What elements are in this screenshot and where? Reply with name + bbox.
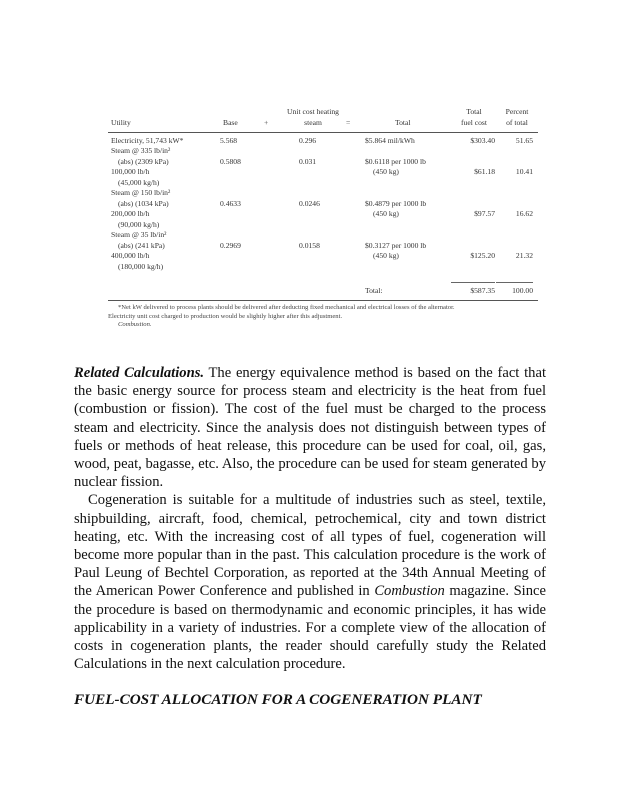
header-total: Total <box>395 118 411 127</box>
row4-base: 0.2969 <box>220 241 241 250</box>
header-fuel-line1: Total <box>466 107 482 116</box>
pct-sum-rule <box>496 282 533 283</box>
row3-utility-line4: (90,000 kg/h) <box>118 220 160 229</box>
row4-pct: 21.32 <box>515 251 533 260</box>
header-base: Base <box>223 118 238 127</box>
row1-base: 5.568 <box>220 136 238 145</box>
row4-utility-line1: Steam @ 35 lb/in² <box>111 230 167 239</box>
header-steam-line1: Unit cost heating <box>287 107 339 116</box>
fuel-sum-rule <box>451 282 495 283</box>
row2-utility-line1: Steam @ 335 lb/in² <box>111 146 171 155</box>
journal-name: Combustion <box>374 583 445 600</box>
row3-total-line2: (450 kg) <box>373 209 399 218</box>
table-rule-bottom <box>108 300 538 301</box>
row4-utility-line2: (abs) (241 kPa) <box>118 241 165 250</box>
row3-pct: 16.62 <box>515 209 533 218</box>
row2-total-line1: $0.6118 per 1000 lb <box>365 157 426 166</box>
row1-fuel: $303.40 <box>470 136 495 145</box>
paragraph-2-text-a: Cogeneration is suitable for a multitude of industries such as steel, textile, shipbuilding, aircraft, food, chemical, petrochemical, city and town district heating, etc. With the increasing cost of all types of fuel, cogeneration will become more popular than in the past. This calculation procedure is the work of Paul Leung of Bechtel Corporation, as reported at the 34th Annual Meeting of the American Power Conference and published in <box>74 492 546 600</box>
section-heading: FUEL-COST ALLOCATION FOR A COGENERATION PLANT <box>74 691 482 708</box>
row3-utility-line2: (abs) (1034 kPa) <box>118 199 169 208</box>
row1-utility: Electricity, 51,743 kW* <box>111 136 184 145</box>
header-fuel-line2: fuel cost <box>461 118 487 127</box>
total-pct: 100.00 <box>512 286 533 295</box>
header-equals: = <box>346 118 351 127</box>
row3-base: 0.4633 <box>220 199 241 208</box>
table-header <box>108 104 538 130</box>
header-pct-line2: of total <box>506 118 528 127</box>
row4-total-line2: (450 kg) <box>373 251 399 260</box>
runin-heading: Related Calculations. <box>74 365 205 381</box>
row3-fuel: $97.57 <box>474 209 495 218</box>
total-label: Total: <box>365 286 383 295</box>
table-footnote <box>108 304 538 330</box>
row2-total-line2: (450 kg) <box>373 167 399 176</box>
row3-steam: 0.0246 <box>299 199 320 208</box>
row4-utility-line3: 400,000 lb/h <box>111 251 150 260</box>
paragraph-2 <box>74 491 546 673</box>
footnote-line1: *Net kW delivered to process plants should be delivered after deducting fixed mechanical and electrical losses of the alternator. <box>118 304 455 311</box>
header-utility: Utility <box>111 118 131 127</box>
row2-base: 0.5808 <box>220 157 241 166</box>
row1-steam: 0.296 <box>299 136 317 145</box>
row2-steam: 0.031 <box>299 157 317 166</box>
row3-utility-line1: Steam @ 150 lb/in² <box>111 188 171 197</box>
paragraph-1-text: The energy equivalence method is based on the fact that the basic energy source for process steam and electricity is the heat from fuel (combustion or fission). The cost of the fuel must be charged to the process steam and electricity. Since the analysis does not distinguish between types of fuels or methods of heat release, this procedure can be used for coal, oil, gas, wood, peat, bagasse, etc. Also, the procedure can be used for steam generated by nuclear fission. <box>74 365 546 491</box>
row2-utility-line2: (abs) (2309 kPa) <box>118 157 169 166</box>
row2-utility-line4: (45,000 kg/h) <box>118 178 160 187</box>
row1-total: $5.864 mil/kWh <box>365 136 415 145</box>
header-plus: + <box>264 118 269 127</box>
header-pct-line1: Percent <box>505 107 529 116</box>
related-calculations-section <box>74 364 546 673</box>
row3-utility-line3: 200,000 lb/h <box>111 209 150 218</box>
header-steam-line2: steam <box>304 118 322 127</box>
paragraph-2-text-b: magazine. Since the procedure is based on thermodynamic and economic principles, it has wide applicability in a variety of industries. For a complete view of the allocation of costs in cogeneration plants, the reader should carefully study the Related Calculations in the next calculation procedure. <box>74 583 546 673</box>
row2-fuel: $61.18 <box>474 167 495 176</box>
table-source: Combustion. <box>118 321 152 329</box>
row4-steam: 0.0158 <box>299 241 320 250</box>
paragraph-1 <box>74 364 546 491</box>
row1-pct: 51.65 <box>515 136 533 145</box>
footnote-line2: Electricity unit cost charged to production would be slightly higher after this adjustment. <box>108 312 343 320</box>
row3-total-line1: $0.4879 per 1000 lb <box>365 199 427 208</box>
row4-fuel: $125.20 <box>470 251 495 260</box>
row2-pct: 10.41 <box>515 167 533 176</box>
row4-total-line1: $0.3127 per 1000 lb <box>365 241 427 250</box>
row4-utility-line4: (180,000 kg/h) <box>118 262 164 271</box>
total-fuel: $587.35 <box>470 286 495 295</box>
table-rule-top <box>108 132 538 133</box>
row2-utility-line3: 100,000 lb/h <box>111 167 150 176</box>
